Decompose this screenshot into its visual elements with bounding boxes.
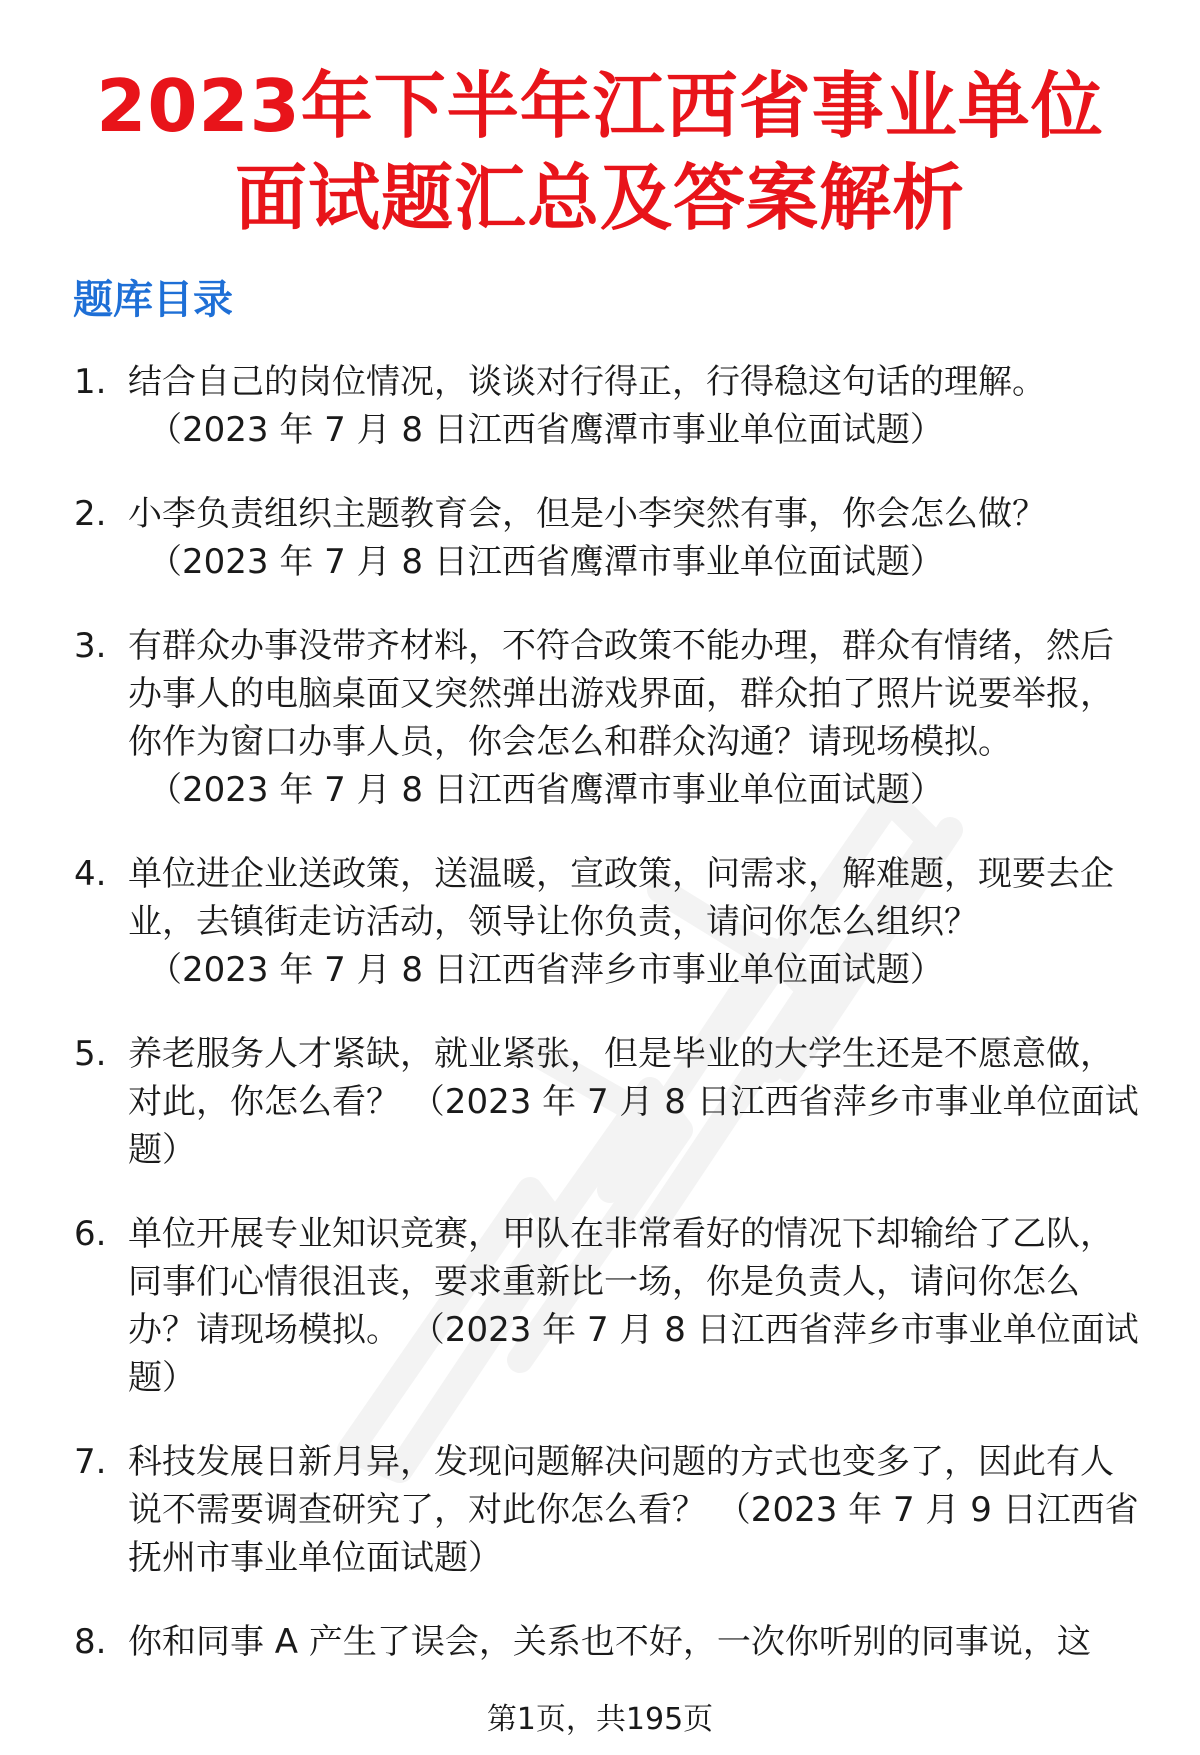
question-item [0,490,1200,586]
question-item [0,850,1200,994]
question-item [0,1618,1200,1666]
question-number: 2. [74,494,107,534]
question-item [0,1030,1200,1174]
question-text: 小李负责组织主题教育会，但是小李突然有事，你会怎么做？ [128,494,1046,534]
question-text: 结合自己的岗位情况，谈谈对行得正，行得稳这句话的理解。 [128,362,1046,402]
question-number: 6. [74,1214,107,1254]
question-text: 单位开展专业知识竞赛，甲队在非常看好的情况下却输给了乙队，同事们心情很沮丧，要求重新比一场，你是负责人，请问你怎么办？请现场模拟。 （2023 年 7 月 8 日江西省萍乡市事业单位面试题） [128,1214,1139,1398]
question-number: 8. [74,1622,107,1662]
page-footer: 第1页，共195页 [486,1702,714,1737]
question-number: 1. [74,362,107,402]
question-number: 7. [74,1442,107,1482]
question-number: 4. [74,854,107,894]
question-text: 单位进企业送政策，送温暖，宣政策，问需求，解难题，现要去企业，去镇街走访活动，领导让你负责，请问你怎么组织？ [128,854,1114,942]
question-number: 3. [74,626,107,666]
question-source: （2023 年 7 月 8 日江西省萍乡市事业单位面试题） [148,950,944,990]
question-item [0,622,1200,814]
question-number: 5. [74,1034,107,1074]
question-item [0,1438,1200,1582]
question-item [0,1210,1200,1402]
question-source: （2023 年 7 月 8 日江西省鹰潭市事业单位面试题） [148,770,944,810]
question-text: 有群众办事没带齐材料，不符合政策不能办理，群众有情绪，然后办事人的电脑桌面又突然弹出游戏界面，群众拍了照片说要举报，你作为窗口办事人员，你会怎么和群众沟通？请现场模拟。 [128,626,1114,762]
question-source: （2023 年 7 月 8 日江西省鹰潭市事业单位面试题） [148,410,944,450]
question-text: 养老服务人才紧缺，就业紧张，但是毕业的大学生还是不愿意做，对此，你怎么看？ （2023 年 7 月 8 日江西省萍乡市事业单位面试题） [128,1034,1139,1170]
question-text: 科技发展日新月异，发现问题解决问题的方式也变多了，因此有人说不需要调查研究了，对此你怎么看？ （2023 年 7 月 9 日江西省抚州市事业单位面试题） [128,1442,1139,1578]
document-title: 2023年下半年江西省事业单位面试题汇总及答案解析 [96,64,1104,240]
question-item [0,358,1200,454]
question-text: 你和同事 A 产生了误会，关系也不好，一次你听别的同事说，这 [128,1622,1091,1662]
question-source: （2023 年 7 月 8 日江西省鹰潭市事业单位面试题） [148,542,944,582]
section-heading: 题库目录 [73,277,233,323]
question-list [0,358,1200,1702]
